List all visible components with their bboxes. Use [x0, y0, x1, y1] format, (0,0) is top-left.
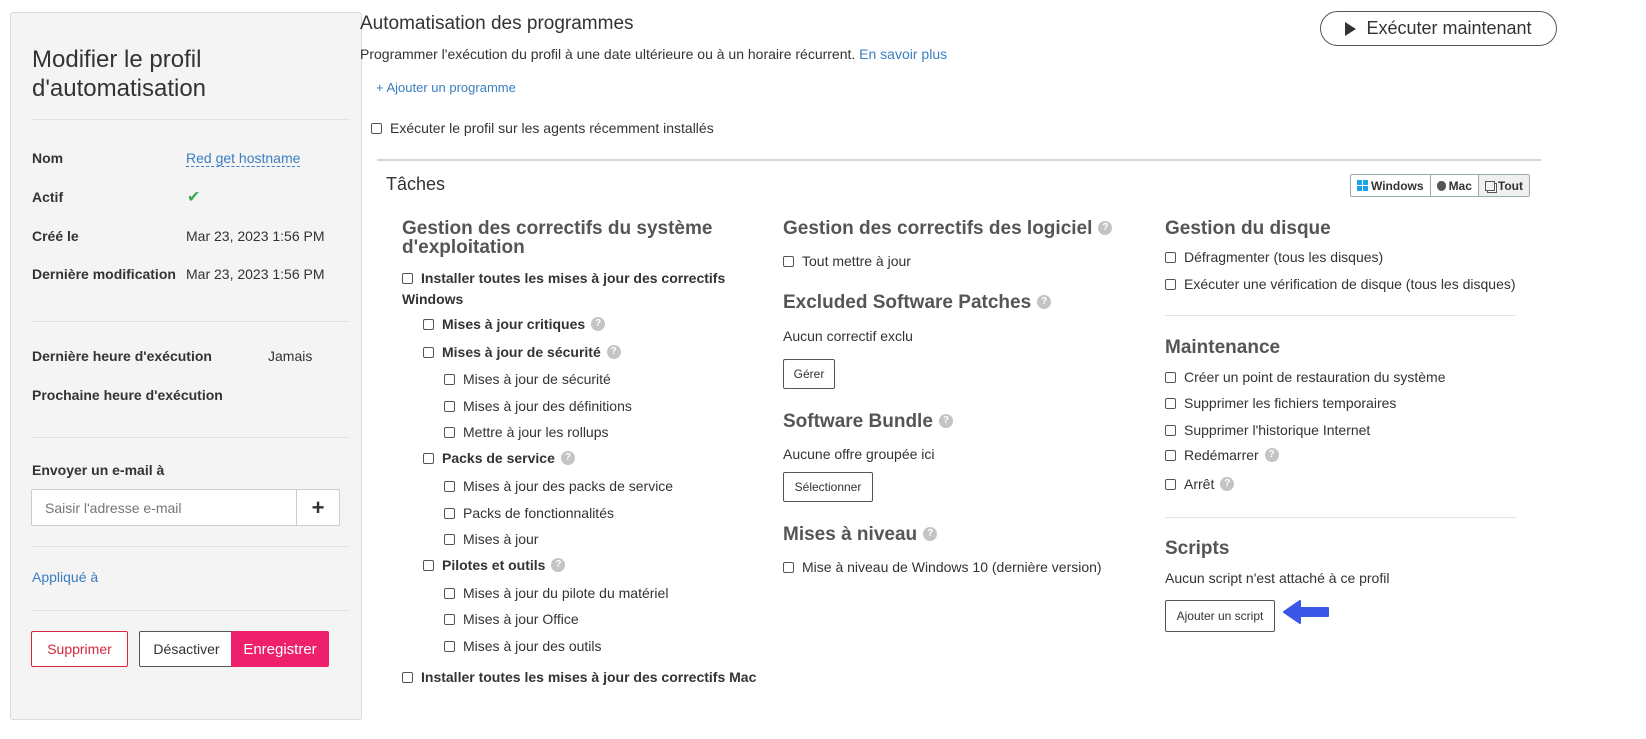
- next-run-label: Prochaine heure d'exécution: [32, 387, 223, 403]
- divider: [32, 610, 350, 611]
- tasks-panel: [377, 159, 1541, 739]
- office-updates-checkbox[interactable]: [444, 614, 455, 625]
- disk-title: Gestion du disque: [1165, 218, 1331, 239]
- active-label: Actif: [32, 189, 64, 205]
- created-label: Créé le: [32, 228, 79, 244]
- disk-check-checkbox[interactable]: [1165, 279, 1176, 290]
- software-patch-title-text: Gestion des correctifs des logiciel: [783, 218, 1093, 239]
- security-label: Mises à jour de sécurité: [442, 344, 601, 360]
- shutdown-checkbox[interactable]: [1165, 479, 1176, 490]
- definitions-option: [444, 398, 632, 414]
- restart-checkbox[interactable]: [1165, 450, 1176, 461]
- win10-upgrade-checkbox[interactable]: [783, 562, 794, 573]
- help-icon[interactable]: ?: [561, 451, 575, 465]
- play-icon: [1345, 22, 1356, 36]
- bundle-title: [783, 412, 953, 431]
- service-pack-updates-checkbox[interactable]: [444, 481, 455, 492]
- service-pack-updates-label: Mises à jour des packs de service: [463, 478, 674, 494]
- modified-value: Mar 23, 2023 1:56 PM: [186, 266, 325, 282]
- install-mac-label: Installer toutes les mises à jour des correctifs Mac: [421, 669, 757, 685]
- help-icon[interactable]: ?: [1220, 477, 1234, 491]
- bundle-empty-text: Aucune offre groupée ici: [783, 446, 935, 462]
- update-all-option: [783, 253, 911, 269]
- applied-to-link[interactable]: Appliqué à: [32, 569, 99, 585]
- disk-check-label: Exécuter une vérification de disque (tous les disques): [1184, 276, 1516, 292]
- internet-history-option: [1165, 422, 1370, 438]
- help-icon[interactable]: ?: [607, 345, 621, 359]
- tasks-title: Tâches: [386, 174, 446, 194]
- name-value-link[interactable]: Red get hostname: [186, 150, 301, 166]
- restart-label: Redémarrer: [1184, 447, 1259, 463]
- win10-upgrade-option: [783, 559, 1102, 575]
- tools-updates-checkbox[interactable]: [444, 641, 455, 652]
- security-option: [423, 344, 621, 360]
- software-patch-title: [783, 219, 1112, 238]
- feature-packs-option: [444, 505, 614, 521]
- install-windows-label: Installer toutes les mises à jour des correctifs Windows: [402, 270, 726, 307]
- feature-packs-label: Packs de fonctionnalités: [463, 505, 614, 521]
- divider: [32, 321, 350, 322]
- created-value: Mar 23, 2023 1:56 PM: [186, 228, 325, 244]
- definitions-label: Mises à jour des définitions: [463, 398, 632, 414]
- update-all-label: Tout mettre à jour: [802, 253, 911, 269]
- service-pack-updates-option: [444, 478, 673, 494]
- excluded-title: [783, 293, 1051, 312]
- security-sub-option: [444, 371, 611, 387]
- delete-button[interactable]: Supprimer: [31, 631, 128, 667]
- critical-option: [423, 316, 605, 332]
- add-schedule-link[interactable]: + Ajouter un programme: [376, 80, 516, 95]
- last-run-label: Dernière heure d'exécution: [32, 348, 212, 364]
- updates-option: [444, 531, 538, 547]
- panel-title: Modifier le profil d'automatisation: [32, 46, 207, 102]
- recent-agents-checkbox[interactable]: [371, 123, 382, 134]
- active-check-icon: ✔: [187, 189, 201, 206]
- internet-history-label: Supprimer l'historique Internet: [1184, 422, 1371, 438]
- drivers-option: [423, 557, 565, 573]
- office-updates-option: [444, 611, 579, 627]
- select-bundle-button[interactable]: Sélectionner: [783, 472, 873, 502]
- excluded-empty-text: Aucun correctif exclu: [783, 328, 913, 344]
- security-checkbox[interactable]: [423, 347, 434, 358]
- recent-agents-label: Exécuter le profil sur les agents récemment installés: [390, 120, 714, 136]
- tab-windows[interactable]: [1351, 175, 1431, 196]
- schedule-subtitle-text: Programmer l'exécution du profil à une date ultérieure ou à un horaire récurrent.: [360, 46, 856, 62]
- help-icon[interactable]: ?: [1265, 448, 1279, 462]
- hardware-driver-label: Mises à jour du pilote du matériel: [463, 585, 669, 601]
- rollups-label: Mettre à jour les rollups: [463, 424, 609, 440]
- manage-button[interactable]: Gérer: [783, 359, 835, 389]
- critical-checkbox[interactable]: [423, 319, 434, 330]
- disk-check-option: [1165, 276, 1516, 292]
- tab-all-label: Tout: [1497, 178, 1524, 193]
- updates-checkbox[interactable]: [444, 534, 455, 545]
- critical-label: Mises à jour critiques: [442, 316, 586, 332]
- install-mac-option: [402, 669, 756, 685]
- divider: [1165, 517, 1516, 518]
- last-run-value: Jamais: [268, 348, 313, 364]
- feature-packs-checkbox[interactable]: [444, 508, 455, 519]
- security-sub-checkbox[interactable]: [444, 374, 455, 385]
- restore-point-checkbox[interactable]: [1165, 372, 1176, 383]
- temp-files-option: [1165, 395, 1396, 411]
- email-input[interactable]: [31, 489, 297, 526]
- divider: [1165, 315, 1516, 316]
- service-packs-option: [423, 450, 575, 466]
- update-all-checkbox[interactable]: [783, 256, 794, 267]
- save-button[interactable]: Enregistrer: [231, 631, 329, 667]
- email-label: Envoyer un e-mail à: [32, 462, 165, 478]
- name-label: Nom: [32, 150, 64, 166]
- add-email-button[interactable]: +: [297, 489, 340, 526]
- help-icon[interactable]: ?: [923, 527, 937, 541]
- os-filter-tabs: [1350, 174, 1530, 197]
- run-now-label: Exécuter maintenant: [1366, 18, 1532, 38]
- install-mac-checkbox[interactable]: [402, 672, 413, 683]
- help-icon[interactable]: ?: [939, 414, 953, 428]
- help-icon[interactable]: ?: [1037, 295, 1051, 309]
- learn-more-link[interactable]: En savoir plus: [859, 46, 948, 62]
- drivers-checkbox[interactable]: [423, 560, 434, 571]
- tools-updates-option: [444, 638, 602, 654]
- divider: [32, 546, 350, 547]
- restart-option: [1165, 447, 1279, 463]
- hardware-driver-option: [444, 585, 668, 601]
- help-icon[interactable]: ?: [1098, 221, 1112, 235]
- shutdown-label: Arrêt: [1184, 476, 1215, 492]
- tools-updates-label: Mises à jour des outils: [463, 638, 602, 654]
- temp-files-label: Supprimer les fichiers temporaires: [1184, 395, 1397, 411]
- service-packs-checkbox[interactable]: [423, 453, 434, 464]
- defrag-label: Défragmenter (tous les disques): [1184, 249, 1384, 265]
- tab-windows-label: Windows: [1371, 178, 1424, 193]
- win10-upgrade-label: Mise à niveau de Windows 10 (dernière version): [802, 559, 1102, 575]
- restore-point-label: Créer un point de restauration du système: [1184, 369, 1446, 385]
- help-icon[interactable]: ?: [551, 558, 565, 572]
- install-windows-option: [402, 268, 732, 310]
- divider: [32, 437, 350, 438]
- restore-point-option: [1165, 369, 1445, 385]
- upgrades-title-text: Mises à niveau: [783, 524, 918, 545]
- tab-all[interactable]: [1479, 175, 1529, 196]
- hardware-driver-checkbox[interactable]: [444, 588, 455, 599]
- schedule-subtitle: [360, 46, 947, 62]
- scripts-title: Scripts: [1165, 538, 1230, 559]
- security-sub-label: Mises à jour de sécurité: [463, 371, 611, 387]
- updates-label: Mises à jour: [463, 531, 539, 547]
- excluded-title-text: Excluded Software Patches: [783, 292, 1032, 313]
- rollups-option: [444, 424, 609, 440]
- help-icon[interactable]: ?: [591, 317, 605, 331]
- deactivate-button[interactable]: Désactiver: [139, 631, 234, 667]
- upgrades-title: [783, 525, 937, 544]
- os-patch-title: Gestion des correctifs du système d'exploitation: [402, 218, 713, 258]
- copy-icon: [1485, 181, 1495, 191]
- bundle-title-text: Software Bundle: [783, 411, 933, 432]
- office-updates-label: Mises à jour Office: [463, 611, 579, 627]
- recent-agents-option: [371, 120, 714, 136]
- tab-mac-label: Mac: [1448, 178, 1472, 193]
- rollups-checkbox[interactable]: [444, 427, 455, 438]
- install-windows-checkbox[interactable]: [402, 273, 413, 284]
- windows-icon: [1357, 180, 1368, 191]
- profile-panel: [10, 12, 362, 720]
- tab-mac[interactable]: [1431, 175, 1479, 196]
- pointer-arrow-icon: [1282, 598, 1332, 626]
- maintenance-title: Maintenance: [1165, 337, 1281, 358]
- defrag-checkbox[interactable]: [1165, 252, 1176, 263]
- email-input-group: [31, 489, 350, 526]
- run-now-button[interactable]: [1320, 11, 1557, 46]
- apple-icon: [1437, 181, 1446, 191]
- defrag-option: [1165, 249, 1383, 265]
- add-script-button[interactable]: Ajouter un script: [1165, 600, 1275, 632]
- internet-history-checkbox[interactable]: [1165, 425, 1176, 436]
- divider: [32, 119, 350, 120]
- modified-label: Dernière modification: [32, 266, 176, 282]
- definitions-checkbox[interactable]: [444, 401, 455, 412]
- drivers-label: Pilotes et outils: [442, 557, 546, 573]
- schedule-title: Automatisation des programmes: [360, 13, 634, 34]
- shutdown-option: [1165, 476, 1234, 492]
- scripts-empty-text: Aucun script n'est attaché à ce profil: [1165, 570, 1390, 586]
- service-packs-label: Packs de service: [442, 450, 555, 466]
- temp-files-checkbox[interactable]: [1165, 398, 1176, 409]
